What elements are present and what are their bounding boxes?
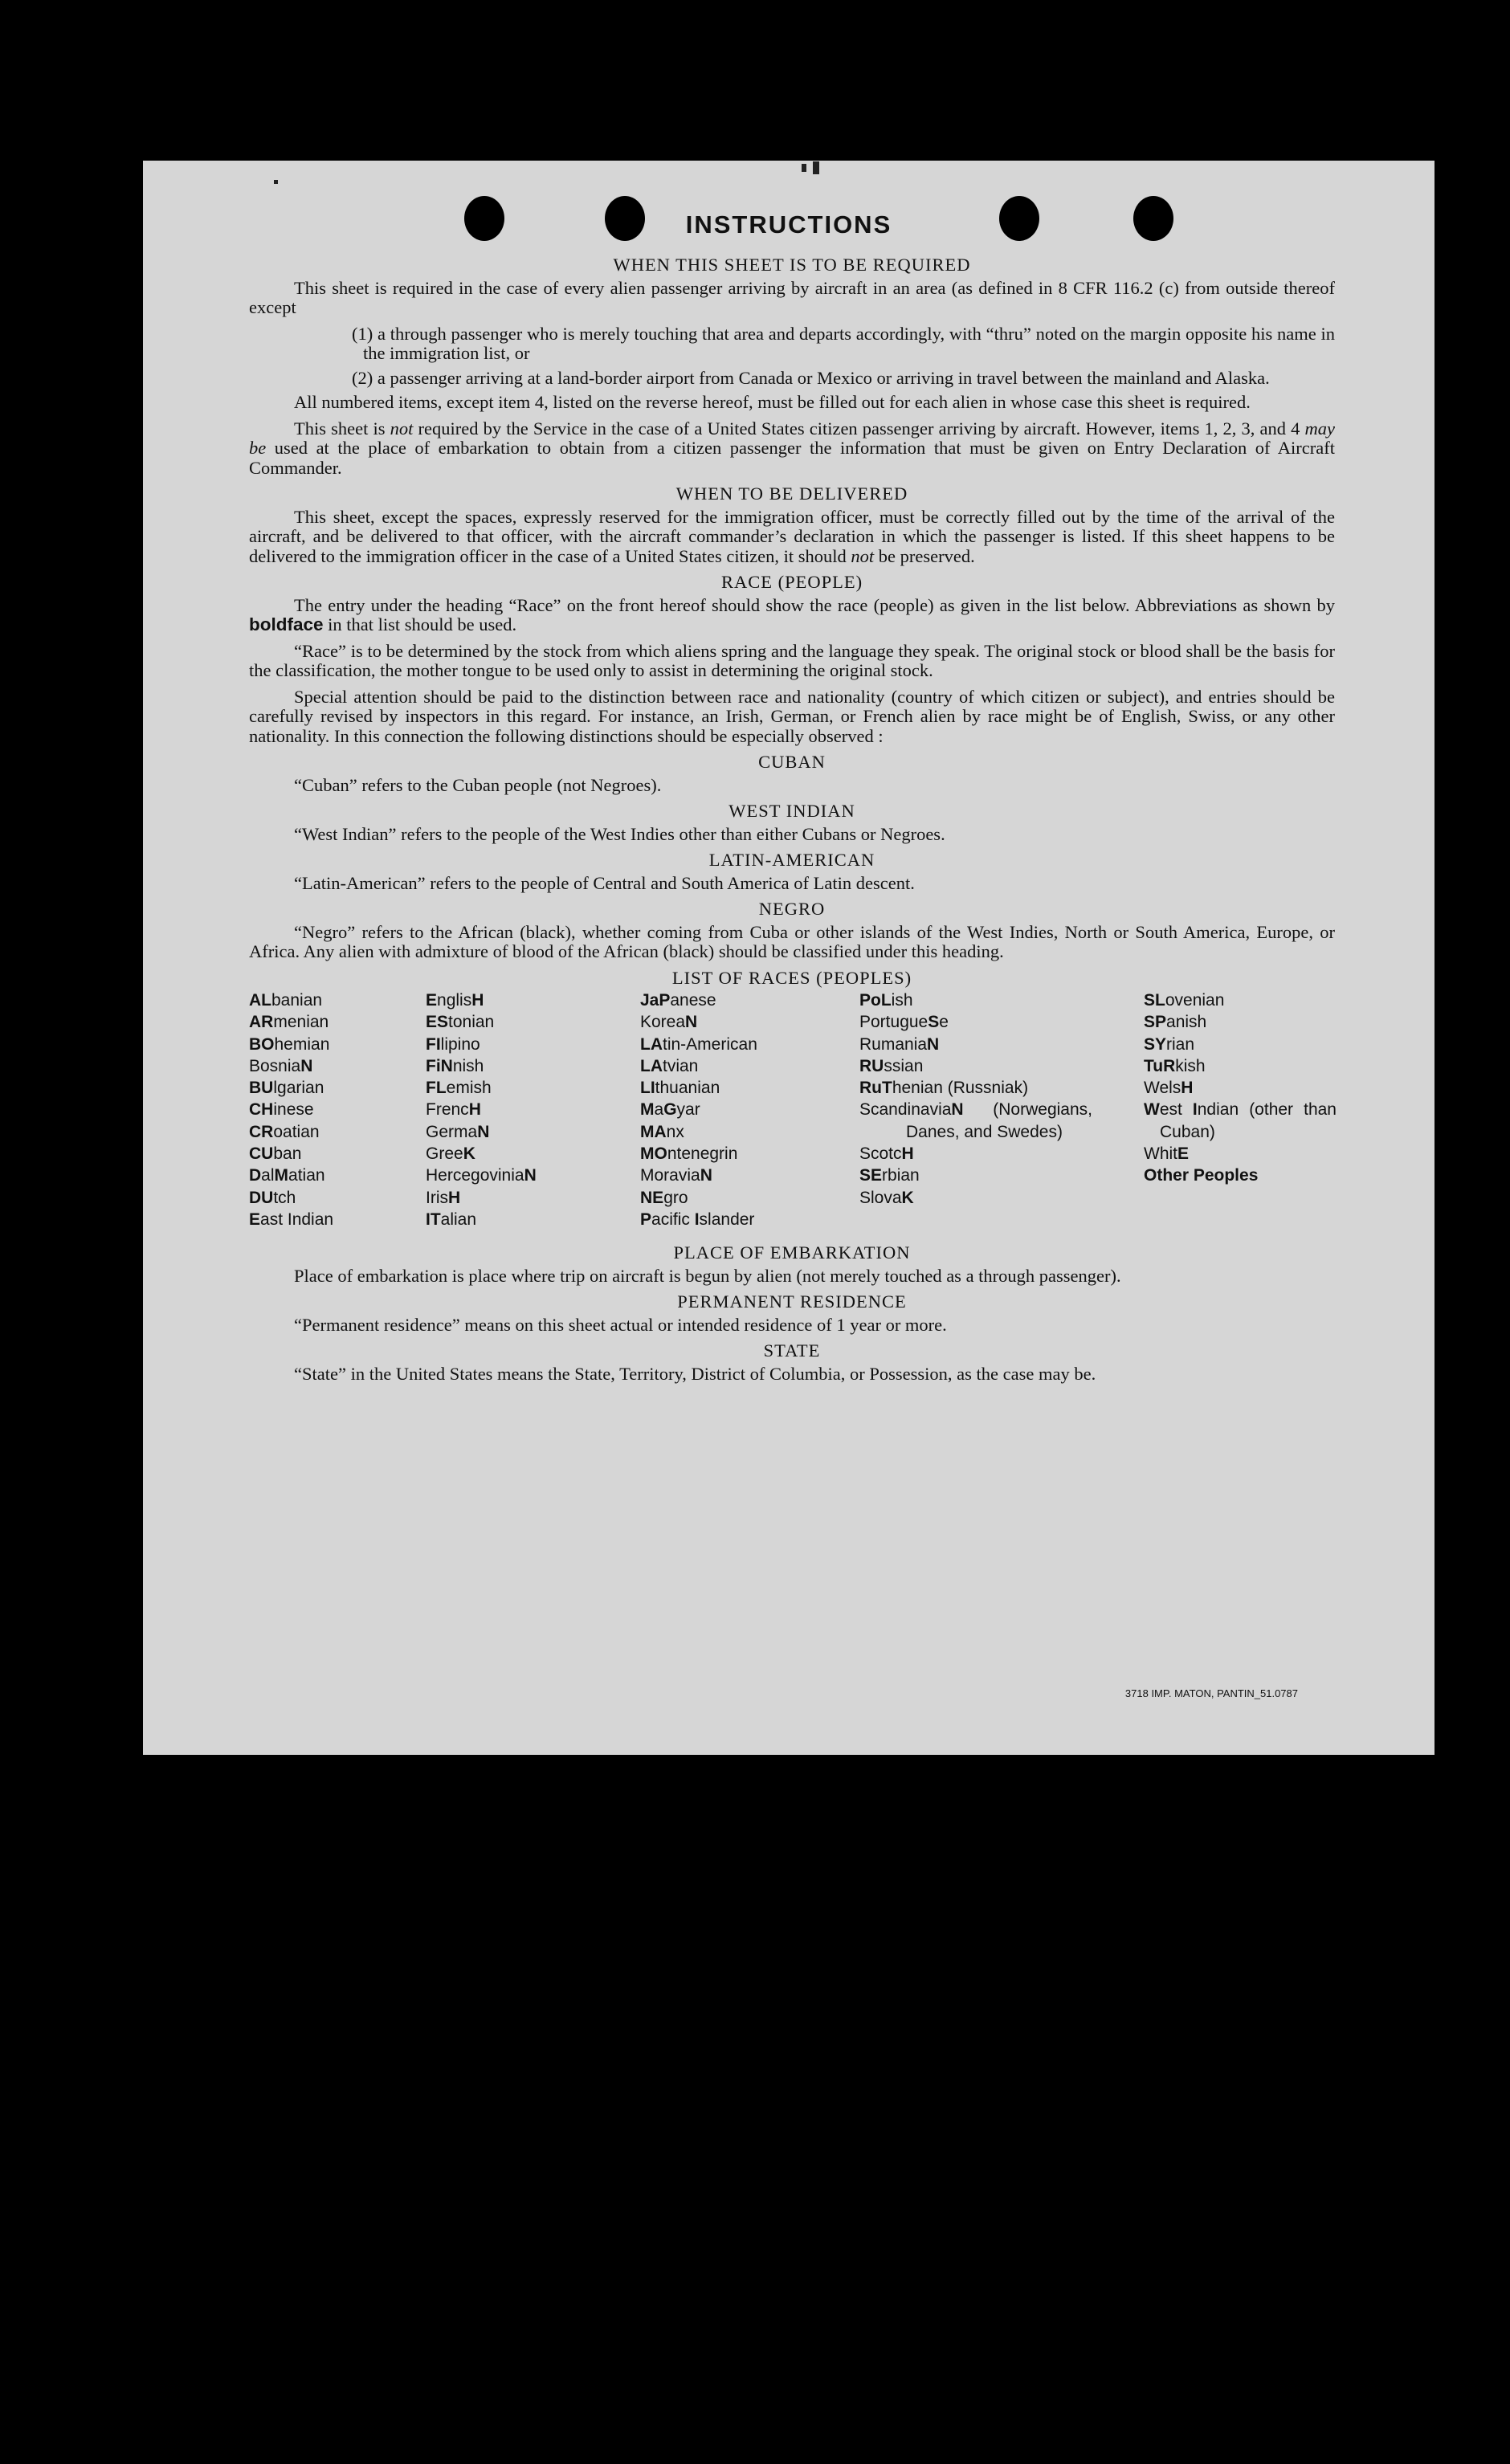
ink-mark-icon <box>274 180 278 184</box>
race-entry: WhitE <box>1144 1144 1190 1164</box>
race-entry: Pacific Islander <box>640 1210 755 1229</box>
list-item: (1) a through passenger who is merely touching that area and departs accordingly, with “thru” noted on the margin opposite his name in the immigration list, or <box>352 323 1335 363</box>
paragraph: “Cuban” refers to the Cuban people (not Negroes). <box>294 774 662 795</box>
race-entry: CUban <box>249 1144 302 1164</box>
race-entry: GreeK <box>426 1144 475 1164</box>
section-heading: CUBAN <box>758 752 826 772</box>
paragraph <box>249 508 1335 567</box>
race-entry: FIlipino <box>426 1034 480 1054</box>
section-heading: WHEN THIS SHEET IS TO BE REQUIRED <box>613 255 971 275</box>
race-entry: DUtch <box>249 1188 296 1207</box>
text-run: This sheet, except the spaces, expressly reserved for the immigration officer, must be correctly filled out by the time of the arrival of the aircraft, and be delivered to that officer, with the aircraft commander’s declaration in which the passenger is listed. If this sheet happens to be delivered to the immigration officer in the case of a United States citizen, it should <box>249 506 1335 566</box>
race-entry: DalMatian <box>249 1166 325 1185</box>
race-entry: FrencH <box>426 1100 481 1120</box>
text-run: in that list should be used. <box>323 614 517 634</box>
race-entry: BosniaN <box>249 1056 313 1075</box>
paragraph: Place of embarkation is place where trip on aircraft is begun by alien (not merely touched as a through passenger). <box>294 1265 1121 1286</box>
text-run: used at the place of embarkation to obtain from a citizen passenger the information that must be given on Entry Declaration of Aircraft Commander. <box>249 438 1335 478</box>
paragraph <box>249 596 1335 635</box>
race-entry: MOntenegrin <box>640 1144 738 1164</box>
race-entry: FiNnish <box>426 1056 484 1075</box>
race-entry: RuThenian (Russniak) <box>859 1079 1029 1098</box>
printer-mark: 3718 IMP. MATON, PANTIN_51.0787 <box>1124 1687 1298 1699</box>
race-entry: MAnx <box>640 1122 684 1141</box>
race-entry: Other Peoples <box>1144 1166 1259 1185</box>
paragraph: “Latin-American” refers to the people of Central and South America of Latin descent. <box>294 872 915 893</box>
race-entry: TuRkish <box>1144 1056 1206 1075</box>
section-heading: PLACE OF EMBARKATION <box>673 1242 911 1263</box>
race-entry: FLemish <box>426 1079 492 1098</box>
race-entry: JaPanese <box>640 991 716 1010</box>
section-heading: NEGRO <box>758 899 826 919</box>
race-entry: SLovenian <box>1144 991 1225 1010</box>
text-run: The entry under the heading “Race” on the front hereof should show the race (people) as given in the list below. Abbreviations as shown by <box>294 594 1335 615</box>
race-entry: CRoatian <box>249 1122 320 1141</box>
race-column <box>249 989 333 1230</box>
italic-text: not <box>390 418 414 439</box>
race-entry: West Indian (other than Cuban) <box>1144 1100 1337 1141</box>
bold-text: boldface <box>249 614 324 634</box>
paragraph <box>249 419 1335 479</box>
race-entry: NEgro <box>640 1188 688 1207</box>
section-heading: RACE (PEOPLE) <box>720 572 863 592</box>
paragraph: “Negro” refers to the African (black), whether coming from Cuba or other islands of the West Indies, North or South America, Europe, or Africa. Any alien with admixture of blood of the African (black) should be classified under this heading. <box>249 921 1335 961</box>
list-item: (2) a passenger arriving at a land-border airport from Canada or Mexico or arriving in travel between the mainland and Alaska. <box>352 367 1270 388</box>
race-entry: CHinese <box>249 1100 314 1120</box>
section-heading: PERMANENT RESIDENCE <box>677 1291 907 1312</box>
race-entry: LIthuanian <box>640 1079 720 1098</box>
section-heading: WHEN TO BE DELIVERED <box>675 483 908 504</box>
section-heading: WEST INDIAN <box>728 801 855 821</box>
paragraph: “Race” is to be determined by the stock from which aliens spring and the language they speak. The original stock or blood shall be the basis for the classification, the mother tongue to be used only to assist in determining the original stock. <box>249 640 1335 680</box>
race-column <box>859 989 1092 1209</box>
race-entry: EnglisH <box>426 991 484 1010</box>
ink-mark-icon <box>813 161 819 174</box>
page-title: INSTRUCTIONS <box>685 210 892 239</box>
race-entry: ITalian <box>426 1210 477 1229</box>
text-run: required by the Service in the case of a United States citizen passenger arriving by aircraft. However, items 1, 2, 3, and 4 <box>413 418 1305 439</box>
paragraph: All numbered items, except item 4, listed on the reverse hereof, must be filled out for each alien in whose case this sheet is required. <box>294 392 1251 412</box>
race-entry: SErbian <box>859 1166 920 1185</box>
race-entry: MaGyar <box>640 1100 700 1120</box>
italic-text: not <box>851 545 875 566</box>
race-entry: LAtin-American <box>640 1034 757 1054</box>
race-entry: SPanish <box>1144 1013 1207 1032</box>
paragraph: “Permanent residence” means on this sheet actual or intended residence of 1 year or more. <box>294 1314 947 1335</box>
race-entry: LAtvian <box>640 1056 699 1075</box>
race-column <box>426 989 537 1230</box>
race-column <box>640 989 757 1230</box>
paragraph: Special attention should be paid to the distinction between race and nationality (country of which citizen or subject), and entries should be carefully revised by inspectors in this regard. For instance, an Irish, German, or French alien by race might be of English, Swiss, or any other nationality. In this connection the following distinctions should be especially observed : <box>249 686 1335 746</box>
race-entry: PortugueSe <box>859 1013 949 1032</box>
paragraph: “West Indian” refers to the people of the West Indies other than either Cubans or Negroes. <box>294 823 945 844</box>
race-entry: EStonian <box>426 1013 495 1032</box>
race-entry: IrisH <box>426 1188 461 1207</box>
race-list <box>249 989 1335 1238</box>
race-entry: SlovaK <box>859 1188 914 1207</box>
race-entry: HercegoviniaN <box>426 1166 537 1185</box>
race-entry: SYrian <box>1144 1034 1195 1054</box>
race-entry: RUssian <box>859 1056 924 1075</box>
ink-mark-icon <box>802 164 806 172</box>
section-heading: LIST OF RACES (PEOPLES) <box>671 967 912 988</box>
text-run: be preserved. <box>874 545 975 566</box>
instruction-sheet <box>143 161 1434 1755</box>
race-entry: RumaniaN <box>859 1034 940 1054</box>
race-entry: ALbanian <box>249 991 323 1010</box>
race-entry: ARmenian <box>249 1013 329 1032</box>
race-entry: PoLish <box>859 991 913 1010</box>
race-entry: East Indian <box>249 1210 334 1229</box>
paragraph: “State” in the United States means the State, Territory, District of Columbia, or Possession, as the case may be. <box>294 1363 1096 1384</box>
section-heading: STATE <box>763 1340 821 1361</box>
race-entry: BUlgarian <box>249 1079 324 1098</box>
race-entry: WelsH <box>1144 1079 1194 1098</box>
section-heading: LATIN-AMERICAN <box>708 850 875 870</box>
race-entry: ScandinaviaN (Norwegians, Danes, and Swedes) <box>859 1100 1092 1141</box>
race-entry: KoreaN <box>640 1013 698 1032</box>
text-run: This sheet is <box>294 418 390 439</box>
document-body <box>249 251 1335 1390</box>
race-entry: BOhemian <box>249 1034 330 1054</box>
italic-text: may be <box>249 418 1335 458</box>
race-entry: GermaN <box>426 1122 490 1141</box>
paragraph: This sheet is required in the case of every alien passenger arriving by aircraft in an area (as defined in 8 CFR 116.2 (c) from outside thereof except <box>249 277 1335 317</box>
race-entry: MoraviaN <box>640 1166 712 1185</box>
race-entry: ScotcH <box>859 1144 914 1164</box>
race-column <box>1144 989 1337 1187</box>
